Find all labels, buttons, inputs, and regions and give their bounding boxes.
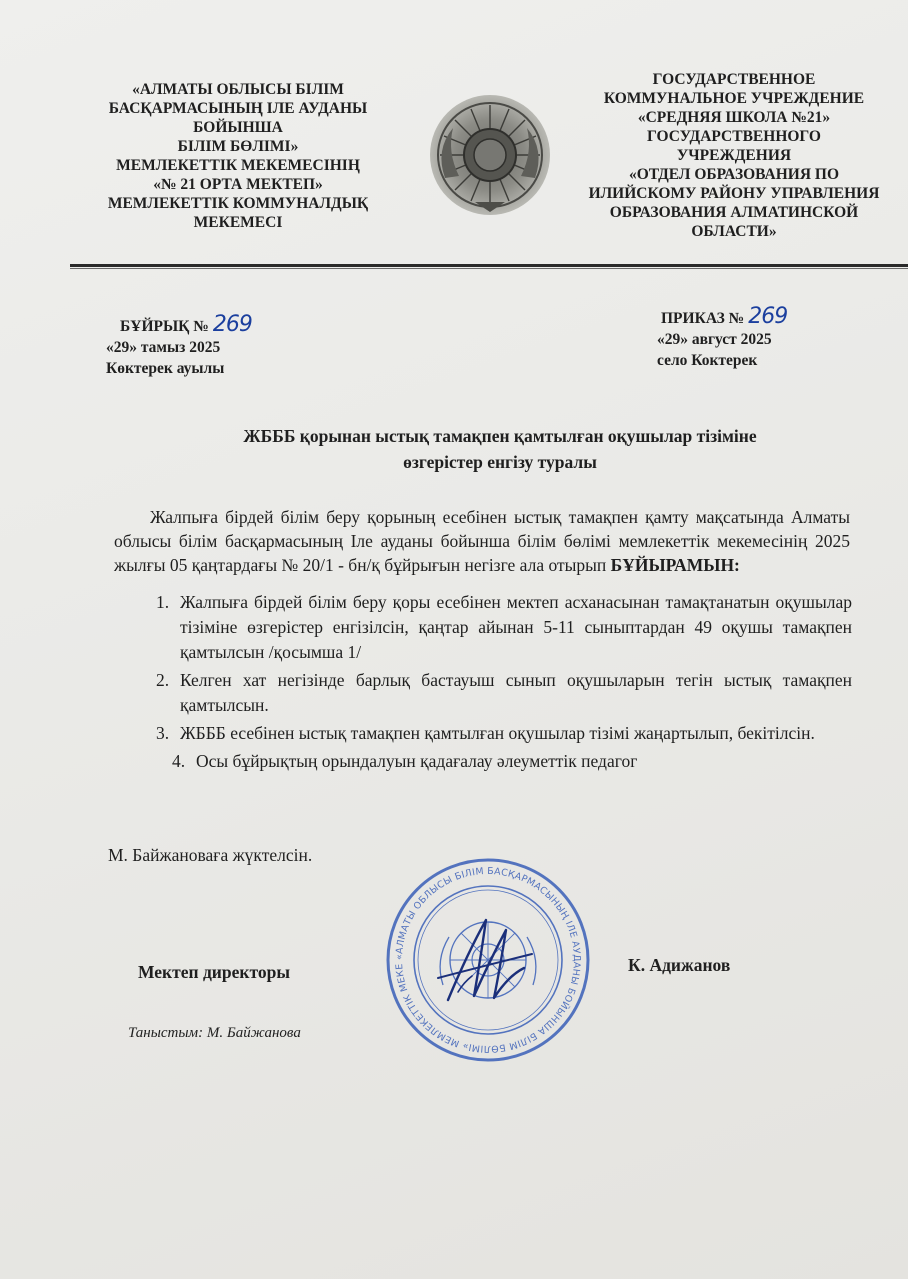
acquainted-note: Таныстым: М. Байжанова <box>128 1025 301 1041</box>
header-right-line: УЧРЕЖДЕНИЯ <box>676 147 792 164</box>
state-emblem-icon <box>425 90 555 220</box>
header-right-institution <box>566 70 902 241</box>
list-item-number: 3. <box>156 723 170 743</box>
intro-paragraph <box>114 505 850 577</box>
order-place-ru: село Коктерек <box>657 352 758 369</box>
order-items-list <box>156 590 852 777</box>
header-divider-thin <box>70 268 908 269</box>
command-word: БҰЙЫРАМЫН: <box>610 555 740 575</box>
header-left-line: МЕМЛЕКЕТТІК МЕКЕМЕСІНІҢ <box>116 157 360 174</box>
list-item-continuation: М. Байжановаға жүктелсін. <box>108 845 313 865</box>
list-item-text: Жалпыға бірдей білім беру қоры есебінен мектеп асханасынан тамақтанатын оқушылар тізіміне өзгерістер енгізілсін, қаңтар айынан 5-11 сыныптардан 49 оқушы тамақпен қамтылсын /қосымша 1/ <box>180 592 852 662</box>
order-number-kz <box>106 314 252 337</box>
header-right-line: ГОСУДАРСТВЕННОЕ <box>652 71 816 88</box>
document-title-line: ЖБББ қорынан ыстық тамақпен қамтылған оқушылар тізіміне <box>243 426 757 446</box>
list-item <box>172 749 852 774</box>
list-item-text: Келген хат негізінде барлық бастауыш сынып оқушыларын тегін ыстық тамақпен қамтылсын. <box>180 670 852 715</box>
list-item-text: Осы бұйрықтың орындалуын қадағалау әлеуметтік педагог <box>196 751 638 771</box>
director-signature <box>428 912 538 1012</box>
order-number-ru <box>657 306 787 329</box>
order-place-kz: Көктерек ауылы <box>106 360 225 377</box>
list-item <box>156 668 852 718</box>
document-title-line: өзгерістер енгізу туралы <box>403 452 597 472</box>
order-number-handwritten-ru: 269 <box>748 304 788 329</box>
header-right-line: ОБРАЗОВАНИЯ АЛМАТИНСКОЙ <box>609 204 859 221</box>
header-right-line: ИЛИЙСКОМУ РАЙОНУ УПРАВЛЕНИЯ <box>588 185 880 202</box>
header-right-line: КОММУНАЛЬНОЕ УЧРЕЖДЕНИЕ <box>603 90 865 107</box>
order-date-ru: «29» август 2025 <box>657 331 772 348</box>
order-number-handwritten-kz: 269 <box>212 312 252 337</box>
order-meta-ru <box>657 306 787 371</box>
list-item-number: 4. <box>172 751 186 771</box>
header-left-line: «№ 21 ОРТА МЕКТЕП» <box>153 176 323 193</box>
header-right-line: «СРЕДНЯЯ ШКОЛА №21» <box>637 109 831 126</box>
order-date-kz: «29» тамыз 2025 <box>106 339 221 356</box>
header-divider <box>70 264 908 267</box>
header-left-line: «АЛМАТЫ ОБЛЫСЫ БІЛІМ <box>132 81 344 98</box>
list-item <box>156 590 852 665</box>
seal-ring-text: «АЛМАТЫ ОБЛЫСЫ БІЛІМ БАСҚАРМАСЫНЫҢ ІЛЕ АУДАНЫ БОЙЫНША БІЛІМ БӨЛІМІ» МЕМЛЕКЕТТІК МЕКЕ <box>393 865 583 1055</box>
order-label-ru: ПРИКАЗ № <box>661 310 745 327</box>
header-left-line: МЕМЛЕКЕТТІК КОММУНАЛДЫҚ <box>107 195 369 212</box>
signatory-name: К. Адижанов <box>628 955 731 975</box>
header-right-line: ОБЛАСТИ» <box>691 223 777 240</box>
header-left-institution <box>78 80 398 232</box>
header-left-line: БАСҚАРМАСЫНЫҢ ІЛЕ АУДАНЫ <box>108 100 368 117</box>
header-right-line: ГОСУДАРСТВЕННОГО <box>647 128 821 145</box>
list-item-number: 2. <box>156 670 170 690</box>
intro-text: Жалпыға бірдей білім беру қорының есебінен ыстық тамақпен қамту мақсатында Алматы облысы білім басқармасының Іле ауданы бойынша білім бөлімі мемлекеттік мекемесінің 2025 жылғы 05 қаңтардағы № 20/1 - бн/қ бұйрығын негізге ала отырып <box>114 507 850 575</box>
list-item-text: ЖБББ есебінен ыстық тамақпен қамтылған оқушылар тізімі жаңартылып, бекітілсін. <box>180 723 815 743</box>
header-left-line: БІЛІМ БӨЛІМІ» <box>177 138 299 155</box>
order-meta-kz <box>106 314 252 379</box>
document-title <box>120 423 880 475</box>
list-item <box>156 721 852 746</box>
signatory-role: Мектеп директоры <box>138 962 290 982</box>
header-left-line: БОЙЫНША <box>193 119 283 136</box>
header-left-line: МЕКЕМЕСІ <box>193 214 283 231</box>
header-right-line: «ОТДЕЛ ОБРАЗОВАНИЯ ПО <box>628 166 840 183</box>
list-item-number: 1. <box>156 592 170 612</box>
order-label-kz: БҰЙРЫҚ № <box>120 318 209 335</box>
